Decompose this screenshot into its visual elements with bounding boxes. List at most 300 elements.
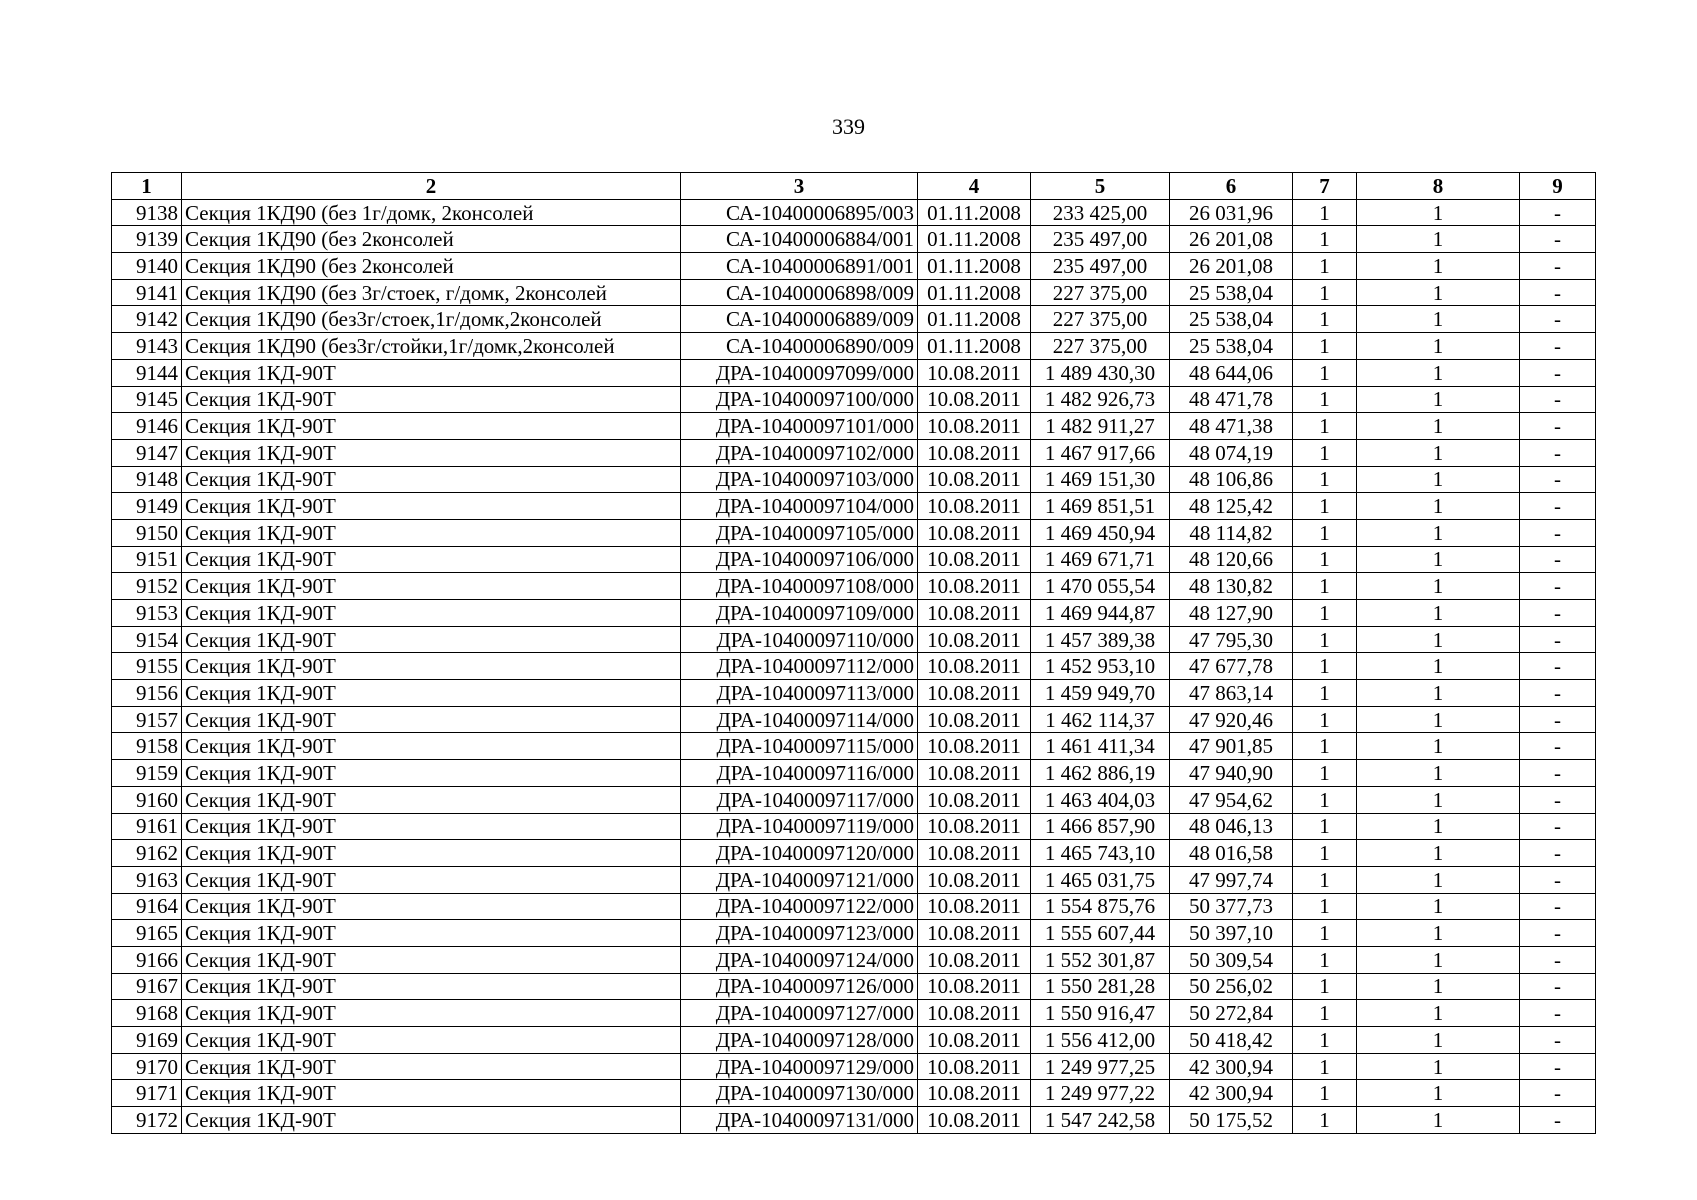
date-cell: 10.08.2011: [918, 840, 1031, 867]
quantity-cell: 1: [1293, 199, 1357, 226]
table-row: [112, 866, 1596, 893]
cost-cell: 1 249 977,22: [1031, 1080, 1170, 1107]
row-number-cell: 9156: [112, 680, 182, 707]
quantity-cell: 1: [1293, 600, 1357, 627]
note-cell: -: [1520, 760, 1596, 787]
name-cell: Секция 1КД90 (без 3г/стоек, г/домк, 2консолей: [182, 279, 681, 306]
row-number-cell: 9147: [112, 439, 182, 466]
quantity-cell: 1: [1293, 226, 1357, 253]
inventory-number-cell: ДРА-10400097102/000: [681, 439, 918, 466]
inventory-number-cell: ДРА-10400097130/000: [681, 1080, 918, 1107]
quantity-cell: 1: [1293, 519, 1357, 546]
name-cell: Секция 1КД-90Т: [182, 386, 681, 413]
row-number-cell: 9141: [112, 279, 182, 306]
column-header: 8: [1357, 173, 1520, 200]
table-row: [112, 733, 1596, 760]
column-header: 1: [112, 173, 182, 200]
row-number-cell: 9140: [112, 253, 182, 280]
note-cell: -: [1520, 306, 1596, 333]
row-number-cell: 9164: [112, 893, 182, 920]
count-cell: 1: [1357, 840, 1520, 867]
inventory-number-cell: ДРА-10400097119/000: [681, 813, 918, 840]
row-number-cell: 9162: [112, 840, 182, 867]
row-number-cell: 9148: [112, 466, 182, 493]
inventory-number-cell: СА-10400006895/003: [681, 199, 918, 226]
quantity-cell: 1: [1293, 493, 1357, 520]
table-row: [112, 306, 1596, 333]
value-cell: 50 256,02: [1170, 973, 1293, 1000]
note-cell: -: [1520, 439, 1596, 466]
date-cell: 01.11.2008: [918, 226, 1031, 253]
name-cell: Секция 1КД-90Т: [182, 866, 681, 893]
name-cell: Секция 1КД-90Т: [182, 466, 681, 493]
quantity-cell: 1: [1293, 733, 1357, 760]
quantity-cell: 1: [1293, 359, 1357, 386]
inventory-number-cell: СА-10400006889/009: [681, 306, 918, 333]
count-cell: 1: [1357, 386, 1520, 413]
quantity-cell: 1: [1293, 439, 1357, 466]
quantity-cell: 1: [1293, 306, 1357, 333]
table-row: [112, 813, 1596, 840]
note-cell: -: [1520, 920, 1596, 947]
count-cell: 1: [1357, 626, 1520, 653]
table-row: [112, 226, 1596, 253]
row-number-cell: 9144: [112, 359, 182, 386]
row-number-cell: 9152: [112, 573, 182, 600]
quantity-cell: 1: [1293, 1000, 1357, 1027]
column-header: 7: [1293, 173, 1357, 200]
date-cell: 10.08.2011: [918, 1080, 1031, 1107]
note-cell: -: [1520, 706, 1596, 733]
cost-cell: 235 497,00: [1031, 253, 1170, 280]
name-cell: Секция 1КД-90Т: [182, 519, 681, 546]
table-row: [112, 600, 1596, 627]
value-cell: 50 397,10: [1170, 920, 1293, 947]
cost-cell: 1 550 281,28: [1031, 973, 1170, 1000]
note-cell: -: [1520, 199, 1596, 226]
date-cell: 10.08.2011: [918, 493, 1031, 520]
quantity-cell: 1: [1293, 333, 1357, 360]
inventory-number-cell: ДРА-10400097123/000: [681, 920, 918, 947]
cost-cell: 1 459 949,70: [1031, 680, 1170, 707]
table-row: [112, 893, 1596, 920]
quantity-cell: 1: [1293, 973, 1357, 1000]
count-cell: 1: [1357, 573, 1520, 600]
quantity-cell: 1: [1293, 1053, 1357, 1080]
row-number-cell: 9149: [112, 493, 182, 520]
quantity-cell: 1: [1293, 386, 1357, 413]
name-cell: Секция 1КД90 (без3г/стойки,1г/домк,2консолей: [182, 333, 681, 360]
note-cell: -: [1520, 813, 1596, 840]
count-cell: 1: [1357, 973, 1520, 1000]
count-cell: 1: [1357, 359, 1520, 386]
table-row: [112, 920, 1596, 947]
date-cell: 10.08.2011: [918, 813, 1031, 840]
count-cell: 1: [1357, 1027, 1520, 1054]
quantity-cell: 1: [1293, 279, 1357, 306]
inventory-number-cell: ДРА-10400097127/000: [681, 1000, 918, 1027]
inventory-number-cell: ДРА-10400097115/000: [681, 733, 918, 760]
date-cell: 10.08.2011: [918, 546, 1031, 573]
count-cell: 1: [1357, 920, 1520, 947]
name-cell: Секция 1КД-90Т: [182, 893, 681, 920]
inventory-number-cell: ДРА-10400097129/000: [681, 1053, 918, 1080]
value-cell: 48 125,42: [1170, 493, 1293, 520]
row-number-cell: 9169: [112, 1027, 182, 1054]
count-cell: 1: [1357, 199, 1520, 226]
row-number-cell: 9157: [112, 706, 182, 733]
table-row: [112, 760, 1596, 787]
column-header: 6: [1170, 173, 1293, 200]
quantity-cell: 1: [1293, 546, 1357, 573]
quantity-cell: 1: [1293, 866, 1357, 893]
table-row: [112, 359, 1596, 386]
date-cell: 10.08.2011: [918, 600, 1031, 627]
name-cell: Секция 1КД90 (без 2консолей: [182, 226, 681, 253]
table-row: [112, 493, 1596, 520]
name-cell: Секция 1КД-90Т: [182, 733, 681, 760]
row-number-cell: 9167: [112, 973, 182, 1000]
value-cell: 48 471,78: [1170, 386, 1293, 413]
row-number-cell: 9151: [112, 546, 182, 573]
table-row: [112, 1107, 1596, 1134]
name-cell: Секция 1КД-90Т: [182, 973, 681, 1000]
name-cell: Секция 1КД-90Т: [182, 1080, 681, 1107]
name-cell: Секция 1КД-90Т: [182, 786, 681, 813]
date-cell: 10.08.2011: [918, 1053, 1031, 1080]
table-row: [112, 1053, 1596, 1080]
row-number-cell: 9165: [112, 920, 182, 947]
table-row: [112, 626, 1596, 653]
table-row: [112, 279, 1596, 306]
inventory-number-cell: ДРА-10400097122/000: [681, 893, 918, 920]
cost-cell: 1 482 911,27: [1031, 413, 1170, 440]
value-cell: 50 309,54: [1170, 946, 1293, 973]
date-cell: 01.11.2008: [918, 253, 1031, 280]
count-cell: 1: [1357, 653, 1520, 680]
inventory-number-cell: ДРА-10400097103/000: [681, 466, 918, 493]
date-cell: 10.08.2011: [918, 413, 1031, 440]
date-cell: 10.08.2011: [918, 466, 1031, 493]
note-cell: -: [1520, 333, 1596, 360]
value-cell: 47 940,90: [1170, 760, 1293, 787]
quantity-cell: 1: [1293, 1107, 1357, 1134]
row-number-cell: 9145: [112, 386, 182, 413]
cost-cell: 1 452 953,10: [1031, 653, 1170, 680]
cost-cell: 227 375,00: [1031, 333, 1170, 360]
inventory-number-cell: ДРА-10400097105/000: [681, 519, 918, 546]
count-cell: 1: [1357, 519, 1520, 546]
value-cell: 48 644,06: [1170, 359, 1293, 386]
date-cell: 10.08.2011: [918, 786, 1031, 813]
quantity-cell: 1: [1293, 946, 1357, 973]
name-cell: Секция 1КД-90Т: [182, 1027, 681, 1054]
date-cell: 01.11.2008: [918, 306, 1031, 333]
date-cell: 10.08.2011: [918, 519, 1031, 546]
inventory-number-cell: ДРА-10400097109/000: [681, 600, 918, 627]
date-cell: 10.08.2011: [918, 1027, 1031, 1054]
quantity-cell: 1: [1293, 573, 1357, 600]
table-row: [112, 253, 1596, 280]
asset-table: [111, 172, 1596, 1134]
row-number-cell: 9172: [112, 1107, 182, 1134]
value-cell: 26 201,08: [1170, 253, 1293, 280]
name-cell: Секция 1КД-90Т: [182, 946, 681, 973]
date-cell: 01.11.2008: [918, 333, 1031, 360]
table-row: [112, 706, 1596, 733]
inventory-number-cell: ДРА-10400097124/000: [681, 946, 918, 973]
note-cell: -: [1520, 519, 1596, 546]
name-cell: Секция 1КД-90Т: [182, 359, 681, 386]
inventory-number-cell: ДРА-10400097106/000: [681, 546, 918, 573]
cost-cell: 227 375,00: [1031, 279, 1170, 306]
row-number-cell: 9170: [112, 1053, 182, 1080]
value-cell: 48 130,82: [1170, 573, 1293, 600]
value-cell: 42 300,94: [1170, 1080, 1293, 1107]
inventory-number-cell: ДРА-10400097112/000: [681, 653, 918, 680]
column-header: 4: [918, 173, 1031, 200]
inventory-number-cell: ДРА-10400097116/000: [681, 760, 918, 787]
table-row: [112, 1027, 1596, 1054]
table-row: [112, 680, 1596, 707]
count-cell: 1: [1357, 680, 1520, 707]
row-number-cell: 9158: [112, 733, 182, 760]
note-cell: -: [1520, 1027, 1596, 1054]
note-cell: -: [1520, 1107, 1596, 1134]
column-header: 3: [681, 173, 918, 200]
note-cell: -: [1520, 600, 1596, 627]
date-cell: 10.08.2011: [918, 359, 1031, 386]
date-cell: 10.08.2011: [918, 973, 1031, 1000]
name-cell: Секция 1КД-90Т: [182, 706, 681, 733]
table-row: [112, 1080, 1596, 1107]
row-number-cell: 9153: [112, 600, 182, 627]
cost-cell: 1 489 430,30: [1031, 359, 1170, 386]
note-cell: -: [1520, 840, 1596, 867]
quantity-cell: 1: [1293, 706, 1357, 733]
date-cell: 10.08.2011: [918, 1107, 1031, 1134]
inventory-number-cell: ДРА-10400097113/000: [681, 680, 918, 707]
table-row: [112, 439, 1596, 466]
inventory-number-cell: ДРА-10400097126/000: [681, 973, 918, 1000]
cost-cell: 1 556 412,00: [1031, 1027, 1170, 1054]
inventory-number-cell: ДРА-10400097131/000: [681, 1107, 918, 1134]
value-cell: 47 920,46: [1170, 706, 1293, 733]
date-cell: 10.08.2011: [918, 893, 1031, 920]
row-number-cell: 9143: [112, 333, 182, 360]
name-cell: Секция 1КД-90Т: [182, 573, 681, 600]
cost-cell: 1 470 055,54: [1031, 573, 1170, 600]
table-row: [112, 946, 1596, 973]
quantity-cell: 1: [1293, 466, 1357, 493]
row-number-cell: 9138: [112, 199, 182, 226]
name-cell: Секция 1КД-90Т: [182, 1053, 681, 1080]
count-cell: 1: [1357, 306, 1520, 333]
row-number-cell: 9161: [112, 813, 182, 840]
row-number-cell: 9163: [112, 866, 182, 893]
cost-cell: 1 461 411,34: [1031, 733, 1170, 760]
value-cell: 48 471,38: [1170, 413, 1293, 440]
column-header: 5: [1031, 173, 1170, 200]
table-row: [112, 840, 1596, 867]
date-cell: 10.08.2011: [918, 760, 1031, 787]
cost-cell: 1 547 242,58: [1031, 1107, 1170, 1134]
table-row: [112, 413, 1596, 440]
value-cell: 48 120,66: [1170, 546, 1293, 573]
inventory-number-cell: ДРА-10400097128/000: [681, 1027, 918, 1054]
value-cell: 47 954,62: [1170, 786, 1293, 813]
cost-cell: 1 462 886,19: [1031, 760, 1170, 787]
note-cell: -: [1520, 893, 1596, 920]
date-cell: 10.08.2011: [918, 1000, 1031, 1027]
name-cell: Секция 1КД-90Т: [182, 600, 681, 627]
date-cell: 10.08.2011: [918, 866, 1031, 893]
inventory-number-cell: ДРА-10400097101/000: [681, 413, 918, 440]
date-cell: 10.08.2011: [918, 920, 1031, 947]
inventory-number-cell: СА-10400006891/001: [681, 253, 918, 280]
count-cell: 1: [1357, 413, 1520, 440]
quantity-cell: 1: [1293, 413, 1357, 440]
cost-cell: 233 425,00: [1031, 199, 1170, 226]
row-number-cell: 9166: [112, 946, 182, 973]
quantity-cell: 1: [1293, 760, 1357, 787]
quantity-cell: 1: [1293, 840, 1357, 867]
table-row: [112, 519, 1596, 546]
cost-cell: 1 469 671,71: [1031, 546, 1170, 573]
value-cell: 48 074,19: [1170, 439, 1293, 466]
note-cell: -: [1520, 466, 1596, 493]
count-cell: 1: [1357, 866, 1520, 893]
cost-cell: 227 375,00: [1031, 306, 1170, 333]
name-cell: Секция 1КД-90Т: [182, 1000, 681, 1027]
count-cell: 1: [1357, 226, 1520, 253]
row-number-cell: 9146: [112, 413, 182, 440]
note-cell: -: [1520, 413, 1596, 440]
name-cell: Секция 1КД-90Т: [182, 1107, 681, 1134]
note-cell: -: [1520, 386, 1596, 413]
quantity-cell: 1: [1293, 786, 1357, 813]
value-cell: 26 031,96: [1170, 199, 1293, 226]
table-row: [112, 786, 1596, 813]
cost-cell: 1 469 944,87: [1031, 600, 1170, 627]
note-cell: -: [1520, 1000, 1596, 1027]
inventory-number-cell: ДРА-10400097110/000: [681, 626, 918, 653]
table-header-row: [112, 173, 1596, 200]
cost-cell: 1 457 389,38: [1031, 626, 1170, 653]
quantity-cell: 1: [1293, 653, 1357, 680]
note-cell: -: [1520, 626, 1596, 653]
count-cell: 1: [1357, 813, 1520, 840]
cost-cell: 1 555 607,44: [1031, 920, 1170, 947]
note-cell: -: [1520, 1053, 1596, 1080]
note-cell: -: [1520, 253, 1596, 280]
row-number-cell: 9139: [112, 226, 182, 253]
inventory-number-cell: ДРА-10400097108/000: [681, 573, 918, 600]
cost-cell: 1 462 114,37: [1031, 706, 1170, 733]
note-cell: -: [1520, 546, 1596, 573]
value-cell: 47 997,74: [1170, 866, 1293, 893]
name-cell: Секция 1КД-90Т: [182, 439, 681, 466]
quantity-cell: 1: [1293, 1027, 1357, 1054]
inventory-number-cell: ДРА-10400097100/000: [681, 386, 918, 413]
table-row: [112, 973, 1596, 1000]
value-cell: 26 201,08: [1170, 226, 1293, 253]
value-cell: 25 538,04: [1170, 279, 1293, 306]
note-cell: -: [1520, 1080, 1596, 1107]
quantity-cell: 1: [1293, 893, 1357, 920]
date-cell: 10.08.2011: [918, 733, 1031, 760]
note-cell: -: [1520, 359, 1596, 386]
date-cell: 10.08.2011: [918, 706, 1031, 733]
count-cell: 1: [1357, 279, 1520, 306]
cost-cell: 1 469 151,30: [1031, 466, 1170, 493]
inventory-number-cell: СА-10400006884/001: [681, 226, 918, 253]
name-cell: Секция 1КД-90Т: [182, 626, 681, 653]
cost-cell: 1 465 031,75: [1031, 866, 1170, 893]
count-cell: 1: [1357, 946, 1520, 973]
column-header: 2: [182, 173, 681, 200]
table-row: [112, 546, 1596, 573]
table-row: [112, 1000, 1596, 1027]
note-cell: -: [1520, 973, 1596, 1000]
table-row: [112, 653, 1596, 680]
name-cell: Секция 1КД-90Т: [182, 920, 681, 947]
cost-cell: 1 550 916,47: [1031, 1000, 1170, 1027]
value-cell: 25 538,04: [1170, 333, 1293, 360]
cost-cell: 1 466 857,90: [1031, 813, 1170, 840]
count-cell: 1: [1357, 893, 1520, 920]
table-row: [112, 466, 1596, 493]
note-cell: -: [1520, 573, 1596, 600]
value-cell: 50 377,73: [1170, 893, 1293, 920]
note-cell: -: [1520, 680, 1596, 707]
quantity-cell: 1: [1293, 1080, 1357, 1107]
name-cell: Секция 1КД-90Т: [182, 413, 681, 440]
value-cell: 50 272,84: [1170, 1000, 1293, 1027]
date-cell: 10.08.2011: [918, 439, 1031, 466]
row-number-cell: 9168: [112, 1000, 182, 1027]
cost-cell: 1 469 851,51: [1031, 493, 1170, 520]
quantity-cell: 1: [1293, 626, 1357, 653]
inventory-number-cell: ДРА-10400097121/000: [681, 866, 918, 893]
cost-cell: 1 552 301,87: [1031, 946, 1170, 973]
count-cell: 1: [1357, 706, 1520, 733]
quantity-cell: 1: [1293, 813, 1357, 840]
date-cell: 10.08.2011: [918, 386, 1031, 413]
value-cell: 48 046,13: [1170, 813, 1293, 840]
name-cell: Секция 1КД90 (без 1г/домк, 2консолей: [182, 199, 681, 226]
table-row: [112, 573, 1596, 600]
count-cell: 1: [1357, 439, 1520, 466]
cost-cell: 1 469 450,94: [1031, 519, 1170, 546]
date-cell: 10.08.2011: [918, 653, 1031, 680]
value-cell: 25 538,04: [1170, 306, 1293, 333]
count-cell: 1: [1357, 786, 1520, 813]
inventory-number-cell: СА-10400006890/009: [681, 333, 918, 360]
quantity-cell: 1: [1293, 920, 1357, 947]
quantity-cell: 1: [1293, 680, 1357, 707]
cost-cell: 235 497,00: [1031, 226, 1170, 253]
count-cell: 1: [1357, 1107, 1520, 1134]
name-cell: Секция 1КД-90Т: [182, 813, 681, 840]
value-cell: 47 795,30: [1170, 626, 1293, 653]
date-cell: 10.08.2011: [918, 680, 1031, 707]
cost-cell: 1 554 875,76: [1031, 893, 1170, 920]
inventory-number-cell: ДРА-10400097104/000: [681, 493, 918, 520]
column-header: 9: [1520, 173, 1596, 200]
note-cell: -: [1520, 786, 1596, 813]
count-cell: 1: [1357, 253, 1520, 280]
